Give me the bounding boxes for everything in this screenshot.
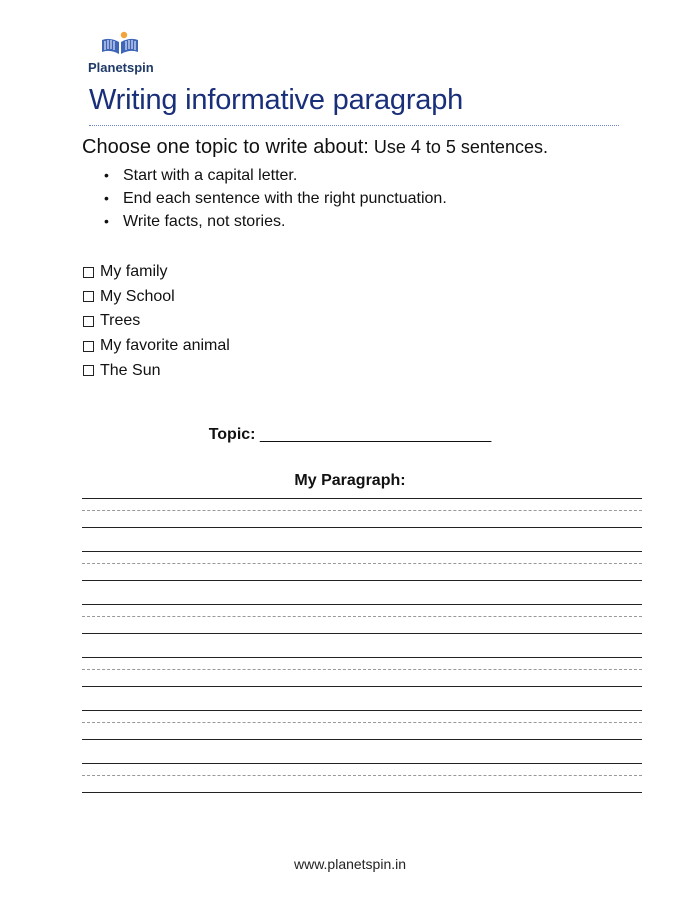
topic-blank[interactable]: __________________________ [255, 426, 492, 443]
instructions-detail: Use 4 to 5 sentences. [368, 137, 548, 157]
checkbox-icon[interactable] [83, 341, 94, 352]
bullet-icon: • [104, 213, 109, 229]
writing-line[interactable] [82, 792, 642, 793]
writing-line[interactable] [82, 527, 642, 528]
topic-option-my-family[interactable] [83, 260, 230, 285]
page-title: Writing informative paragraph [89, 84, 464, 116]
guide-line [82, 722, 642, 723]
topic-field[interactable] [0, 426, 700, 444]
topic-option-the-sun[interactable] [83, 358, 230, 383]
writing-line[interactable] [82, 580, 642, 581]
rule-item [100, 210, 447, 233]
bullet-icon: • [104, 190, 109, 206]
writing-line[interactable] [82, 604, 642, 605]
writing-line[interactable] [82, 498, 642, 499]
rules-list [100, 164, 447, 233]
checkbox-icon[interactable] [83, 316, 94, 327]
rule-item [100, 187, 447, 210]
topic-option-favorite-animal[interactable] [83, 334, 230, 359]
writing-line[interactable] [82, 710, 642, 711]
topic-option-trees[interactable] [83, 309, 230, 334]
brand-name: Planetspin [88, 60, 154, 75]
bullet-icon: • [104, 167, 109, 183]
topic-option-label: My family [100, 263, 168, 281]
topic-option-label: My School [100, 287, 175, 305]
rule-text: Write facts, not stories. [123, 213, 286, 230]
brand-logo [88, 30, 158, 75]
checkbox-icon[interactable] [83, 267, 94, 278]
topic-option-my-school[interactable] [83, 285, 230, 310]
writing-line[interactable] [82, 657, 642, 658]
footer-website: www.planetspin.in [293, 856, 407, 872]
checkbox-icon[interactable] [83, 291, 94, 302]
writing-line[interactable] [82, 551, 642, 552]
rule-text: End each sentence with the right punctuation. [123, 190, 447, 207]
title-divider [89, 125, 619, 126]
guide-line [82, 669, 642, 670]
writing-line[interactable] [82, 686, 642, 687]
writing-line[interactable] [82, 633, 642, 634]
guide-line [82, 616, 642, 617]
topic-label: Topic: [208, 426, 256, 443]
topic-option-label: Trees [100, 312, 141, 330]
writing-line[interactable] [82, 739, 642, 740]
instructions-heading [82, 136, 548, 159]
writing-line[interactable] [82, 763, 642, 764]
paragraph-heading: My Paragraph: [294, 472, 406, 489]
rule-item [100, 164, 447, 187]
guide-line [82, 563, 642, 564]
topic-option-label: My favorite animal [100, 337, 230, 355]
book-logo-icon [100, 30, 140, 56]
instructions-lead: Choose one topic to write about: [82, 136, 369, 158]
topic-option-label: The Sun [100, 361, 161, 379]
checkbox-icon[interactable] [83, 365, 94, 376]
rule-text: Start with a capital letter. [123, 167, 298, 184]
guide-line [82, 775, 642, 776]
topic-options [83, 260, 230, 383]
guide-line [82, 510, 642, 511]
